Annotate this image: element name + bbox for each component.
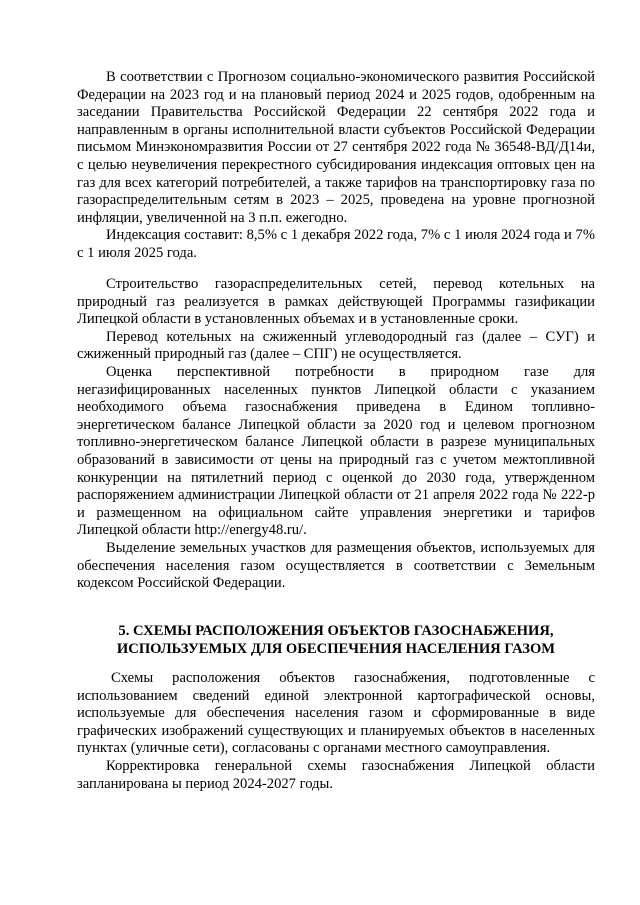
paragraph-demand-assessment: Оценка перспективной потребности в природном газе для негазифицированных населенных пунктов Липецкой области с указанием необходимого объема газоснабжения приведена в Едином топливно-энергетическом балансе Липецкой области за 2020 год и целевом прогнозном топливно-энергетическом балансе Липецкой области в разрезе муниципальных образований в зависимости от цены на природный газ с учетом межтопливной конкуренции на пятилетний период с оценкой до 2030 года, утвержденном распоряжением администрации Липецкой области от 21 апреля 2022 года № 222-р и размещенном на официальном сайте управления энергетики и тарифов Липецкой области http://energy48.ru/. [77, 363, 595, 539]
gas-network-section [77, 276, 595, 593]
paragraph-supply-schemes: Схемы расположения объектов газоснабжения, подготовленные с использованием сведений единой электронной картографической основы, используемые для обеспечения населения газом и сформированные в виде графических изображений существующих и планируемых объектов в населенных пунктах (уличные сети), согласованы с органами местного самоуправления. [77, 670, 595, 757]
section-heading-line-2: ИСПОЛЬЗУЕМЫХ ДЛЯ ОБЕСПЕЧЕНИЯ НАСЕЛЕНИЯ ГАЗОМ [116, 641, 556, 657]
section-heading [77, 622, 595, 658]
paragraph-lpg-lng-conversion: Перевод котельных на сжиженный углеводородный газ (далее – СУГ) и сжиженный природный газ (далее – СПГ) не осуществляется. [77, 328, 595, 363]
paragraph-indexation-rates: Индексация составит: 8,5% с 1 декабря 2022 года, 7% с 1 июля 2024 года и 7% с 1 июля 2025 года. [77, 227, 595, 261]
paragraph-network-construction: Строительство газораспределительных сетей, перевод котельных на природный газ реализуется в рамках действующей Программы газификации Липецкой области в установленных объемах и в установленные сроки. [77, 276, 595, 328]
paragraph-land-allocation: Выделение земельных участков для размещения объектов, используемых для обеспечения населения газом осуществляется в соответствии с Земельным кодексом Российской Федерации. [77, 539, 595, 592]
intro-section [77, 69, 595, 263]
paragraph-scheme-correction: Корректировка генеральной схемы газоснабжения Липецкой области запланирована ы период 2024-2027 годы. [77, 757, 595, 792]
paragraph-forecast-indexation: В соответствии с Прогнозом социально-экономического развития Российской Федерации на 2023 год и на плановый период 2024 и 2025 годов, одобренным на заседании Правительства Российской Федерации 22 сентября 2022 года и направленным в органы исполнительной власти субъектов Российской Федерации письмом Минэкономразвития России от 27 сентября 2022 года № 36548-ВД/Д14и, с целью неувеличения перекрестного субсидирования индексация оптовых цен на газ для всех категорий потребителей, а также тарифов на транспортировку газа по газораспределительным сетям в 2023 – 2025, проведена на уровне прогнозной инфляции, увеличенной на 3 п.п. ежегодно. [77, 69, 595, 226]
section-heading-line-1: 5. СХЕМЫ РАСПОЛОЖЕНИЯ ОБЪЕКТОВ ГАЗОСНАБЖЕНИЯ, [118, 623, 554, 639]
gas-supply-schemes-section [77, 670, 595, 793]
